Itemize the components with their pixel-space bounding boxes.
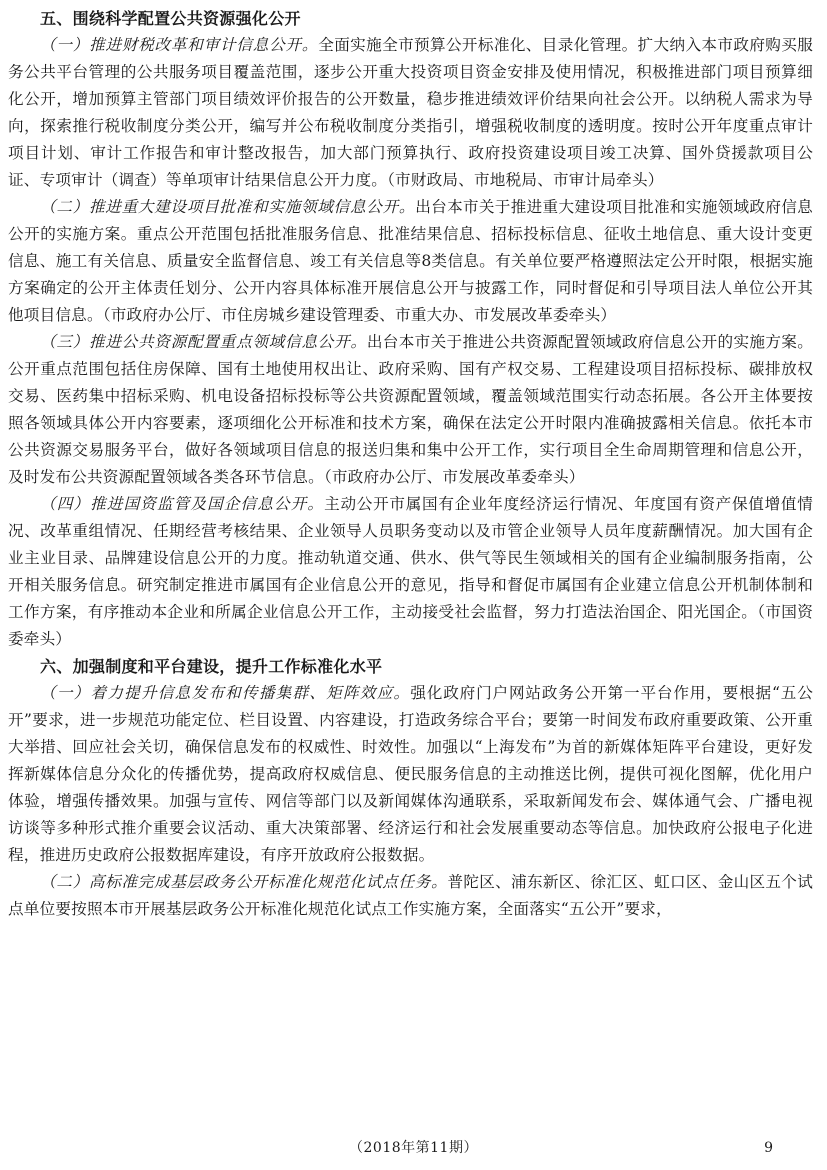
paragraph-6-1 (8, 680, 813, 869)
paragraph-5-4 (8, 491, 813, 653)
issue-label: （2018年第11期） (349, 1140, 478, 1156)
page-footer (0, 1136, 827, 1160)
paragraph-body: 普陀区、浦东新区、徐汇区、虹口区、金山区五个试点单位要按照本市开展基层政务公开标准化规范化试点工作实施方案，全面落实“五公开”要求， (8, 873, 813, 918)
paragraph-lead: （一）推进财税改革和审计信息公开。 (40, 36, 319, 54)
paragraph-5-1 (8, 32, 813, 194)
paragraph-6-2 (8, 869, 813, 923)
paragraph-body: 强化政府门户网站政务公开第一平台作用，要根据“五公开”要求，进一步规范功能定位、栏目设置、内容建设，打造政务综合平台；要第一时间发布政府重要政策、公开重大举措、回应社会关切，确保信息发布的权威性、时效性。加强以“上海发布”为首的新媒体矩阵平台建设，更好发挥新媒体信息分众化的传播优势，提高政府权威信息、便民服务信息的主动推送比例，提供可视化图解，优化用户体验，增强传播效果。加强与宣传、网信等部门以及新闻媒体沟通联系，采取新闻发布会、媒体通气会、广播电视访谈等多种形式推介重要会议活动、重大决策部署、经济运行和社会发展重要动态等信息。加快政府公报电子化进程，推进历史政府公报数据库建设，有序开放政府公报数据。 (8, 684, 813, 864)
paragraph-body: 出台本市关于推进重大建设项目批准和实施领域政府信息公开的实施方案。重点公开范围包括批准服务信息、批准结果信息、招标投标信息、征收土地信息、重大设计变更信息、施工有关信息、质量安全监督信息、竣工有关信息等8类信息。有关单位要严格遵照法定公开时限，根据实施方案确定的公开主体责任划分、公开内容具体标准开展信息公开与披露工作，同时督促和引导项目法人单位公开其他项目信息。（市政府办公厅、市住房城乡建设管理委、市重大办、市发展改革委牵头） (8, 198, 813, 324)
page-number: 9 (764, 1140, 773, 1156)
section-heading-5: 五、围绕科学配置公共资源强化公开 (40, 9, 301, 28)
paragraph-5-3 (8, 329, 813, 491)
section-heading-6: 六、加强制度和平台建设，提升工作标准化水平 (40, 657, 383, 676)
paragraph-lead: （三）推进公共资源配置重点领域信息公开。 (40, 333, 367, 351)
paragraph-body: 出台本市关于推进公共资源配置领域政府信息公开的实施方案。公开重点范围包括住房保障、国有土地使用权出让、政府采购、国有产权交易、工程建设项目招标投标、碳排放权交易、医药集中招标采购、机电设备招标投标等公共资源配置领域，覆盖领域范围实行动态拓展。各公开主体要按照各领域具体公开内容要素，逐项细化公开标准和技术方案，确保在法定公开时限内准确披露相关信息。依托本市公共资源交易服务平台，做好各领域项目信息的报送归集和集中公开工作，实行项目全生命周期管理和信息公开，及时发布公共资源配置领域各类各环节信息。（市政府办公厅、市发展改革委牵头） (8, 333, 813, 486)
paragraph-lead: （四）推进国资监管及国企信息公开。 (40, 495, 325, 513)
paragraph-body: 全面实施全市预算公开标准化、目录化管理。扩大纳入本市政府购买服务公共平台管理的公共服务项目覆盖范围，逐步公开重大投资项目资金安排及使用情况，积极推进部门项目预算细化公开，增加预算主管部门项目绩效评价报告的公开数量，稳步推进绩效评价结果向社会公开。以纳税人需求为导向，探索推行税收制度分类公开，编写并公布税收制度分类指引，增强税收制度的透明度。按时公开年度重点审计项目计划、审计工作报告和审计整改报告，加大部门预算执行、政府投资建设项目竣工决算、国外贷援款项目公证、专项审计（调查）等单项审计结果信息公开力度。（市财政局、市地税局、市审计局牵头） (8, 36, 814, 189)
paragraph-lead: （一）着力提升信息发布和传播集群、矩阵效应。 (40, 684, 411, 702)
paragraph-body: 主动公开市属国有企业年度经济运行情况、年度国有资产保值增值情况、改革重组情况、任期经营考核结果、企业领导人员职务变动以及市管企业领导人员年度薪酬情况。加大国有企业主业目录、品牌建设信息公开的力度。推动轨道交通、供水、供气等民生领域相关的国有企业编制服务指南，公开相关服务信息。研究制定推进市属国有企业信息公开的意见，指导和督促市属国有企业建立信息公开机制体制和工作方案，有序推动本企业和所属企业信息公开工作，主动接受社会监督，努力打造法治国企、阳光国企。（市国资委牵头） (8, 495, 813, 648)
paragraph-lead: （二）高标准完成基层政务公开标准化规范化试点任务。 (40, 873, 448, 891)
paragraph-lead: （二）推进重大建设项目批准和实施领域信息公开。 (40, 198, 416, 216)
paragraph-5-2 (8, 194, 813, 329)
